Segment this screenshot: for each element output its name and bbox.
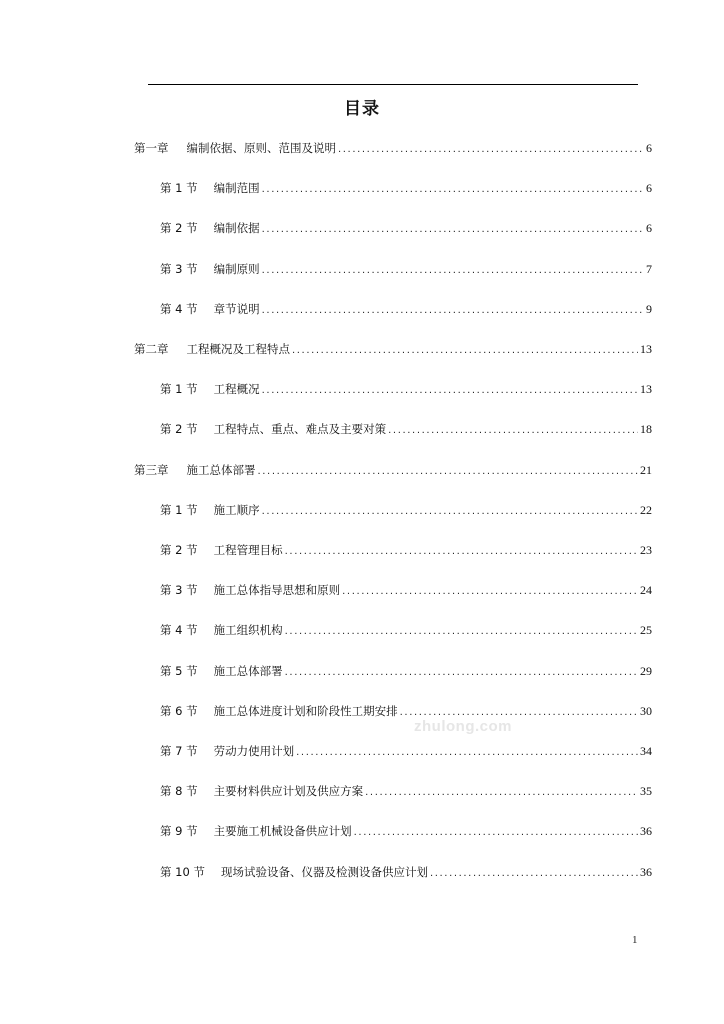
toc-entry-page: 9	[646, 302, 652, 316]
toc-entry-page: 24	[640, 583, 652, 597]
toc-dot-leader	[388, 423, 638, 439]
toc-section-entry[interactable]	[160, 703, 652, 719]
toc-entry-title: 施工顺序	[213, 503, 260, 517]
toc-entry-number: 第 1 节	[160, 181, 198, 195]
toc-entry-number: 第二章	[134, 342, 169, 356]
toc-entry-page: 6	[646, 141, 652, 155]
toc-entry-number: 第 2 节	[160, 221, 198, 235]
toc-entry-number: 第 4 节	[160, 302, 198, 316]
toc-chapter-entry[interactable]	[134, 341, 652, 357]
toc-section-entry[interactable]	[160, 622, 652, 638]
toc-entry-title: 主要材料供应计划及供应方案	[213, 784, 364, 798]
toc-dot-leader	[262, 222, 644, 238]
toc-entry-page: 30	[640, 704, 652, 718]
toc-dot-leader	[338, 142, 644, 158]
toc-entry-page: 36	[640, 865, 652, 879]
toc-entry-number: 第三章	[134, 463, 169, 477]
toc-entry-title: 编制范围	[213, 181, 260, 195]
toc-dot-leader	[258, 464, 639, 480]
header-rule	[148, 84, 638, 85]
toc-entry-number: 第 10 节	[160, 865, 205, 879]
toc-section-entry[interactable]	[160, 301, 652, 317]
toc-section-entry[interactable]	[160, 783, 652, 799]
toc-dot-leader	[285, 624, 638, 640]
toc-entry-page: 21	[640, 463, 652, 477]
toc-entry-title: 劳动力使用计划	[213, 744, 295, 758]
toc-dot-leader	[285, 665, 638, 681]
toc-entry-number: 第 3 节	[160, 262, 198, 276]
toc-entry-title: 施工总体指导思想和原则	[213, 583, 341, 597]
toc-entry-number: 第 6 节	[160, 704, 198, 718]
toc-entry-title: 编制依据、原则、范围及说明	[186, 141, 336, 155]
toc-entry-title: 现场试验设备、仪器及检测设备供应计划	[220, 865, 428, 879]
toc-entry-number: 第 1 节	[160, 382, 198, 396]
toc-chapter-entry[interactable]	[134, 462, 652, 478]
toc-entry-title: 施工总体进度计划和阶段性工期安排	[213, 704, 398, 718]
toc-entry-number: 第 8 节	[160, 784, 198, 798]
toc-entry-page: 7	[646, 262, 652, 276]
toc-chapter-entry[interactable]	[134, 140, 652, 156]
toc-dot-leader	[262, 182, 644, 198]
toc-entry-number: 第一章	[134, 141, 169, 155]
toc-entry-title: 编制原则	[213, 262, 260, 276]
toc-entry-title: 主要施工机械设备供应计划	[213, 824, 352, 838]
toc-entry-title: 编制依据	[213, 221, 260, 235]
toc-section-entry[interactable]	[160, 220, 652, 236]
toc-dot-leader	[262, 383, 638, 399]
toc-entry-page: 23	[640, 543, 652, 557]
toc-entry-title: 工程管理目标	[213, 543, 283, 557]
toc-section-entry[interactable]	[160, 864, 652, 880]
toc-entry-page: 35	[640, 784, 652, 798]
toc-entry-page: 6	[646, 221, 652, 235]
toc-entry-number: 第 1 节	[160, 503, 198, 517]
toc-entry-title: 工程特点、重点、难点及主要对策	[213, 422, 387, 436]
toc-section-entry[interactable]	[160, 582, 652, 598]
toc-section-entry[interactable]	[160, 421, 652, 437]
toc-entry-number: 第 7 节	[160, 744, 198, 758]
toc-section-entry[interactable]	[160, 823, 652, 839]
toc-dot-leader	[354, 825, 638, 841]
toc-entry-number: 第 9 节	[160, 824, 198, 838]
toc-dot-leader	[285, 544, 638, 560]
toc-entry-page: 13	[640, 382, 652, 396]
toc-section-entry[interactable]	[160, 261, 652, 277]
toc-entry-title: 工程概况	[213, 382, 260, 396]
toc-entry-page: 22	[640, 503, 652, 517]
toc-entry-page: 29	[640, 664, 652, 678]
toc-entry-page: 25	[640, 623, 652, 637]
toc-entry-number: 第 2 节	[160, 543, 198, 557]
toc-entry-title: 工程概况及工程特点	[186, 342, 290, 356]
toc-section-entry[interactable]	[160, 743, 652, 759]
toc-entry-title: 施工总体部署	[213, 664, 283, 678]
toc-dot-leader	[262, 504, 638, 520]
toc-dot-leader	[292, 343, 638, 359]
toc-entry-number: 第 2 节	[160, 422, 198, 436]
toc-entry-page: 6	[646, 181, 652, 195]
toc-entry-number: 第 5 节	[160, 664, 198, 678]
toc-entry-page: 36	[640, 824, 652, 838]
toc-title: 目录	[344, 99, 380, 119]
toc-entry-number: 第 3 节	[160, 583, 198, 597]
page-number: 1	[632, 934, 638, 946]
toc-entry-page: 34	[640, 744, 652, 758]
toc-dot-leader	[430, 866, 638, 882]
toc-entry-page: 18	[640, 422, 652, 436]
toc-entry-title: 施工组织机构	[213, 623, 283, 637]
toc-section-entry[interactable]	[160, 180, 652, 196]
toc-entry-title: 施工总体部署	[186, 463, 256, 477]
toc-entry-title: 章节说明	[213, 302, 260, 316]
toc-dot-leader	[342, 584, 638, 600]
toc-section-entry[interactable]	[160, 663, 652, 679]
toc-dot-leader	[262, 303, 644, 319]
toc-section-entry[interactable]	[160, 502, 652, 518]
toc-dot-leader	[262, 263, 644, 279]
toc-dot-leader	[296, 745, 638, 761]
toc-section-entry[interactable]	[160, 542, 652, 558]
toc-section-entry[interactable]	[160, 381, 652, 397]
toc-entry-number: 第 4 节	[160, 623, 198, 637]
watermark: zhulong.com	[414, 718, 512, 735]
toc-dot-leader	[365, 785, 638, 801]
toc-entry-page: 13	[640, 342, 652, 356]
